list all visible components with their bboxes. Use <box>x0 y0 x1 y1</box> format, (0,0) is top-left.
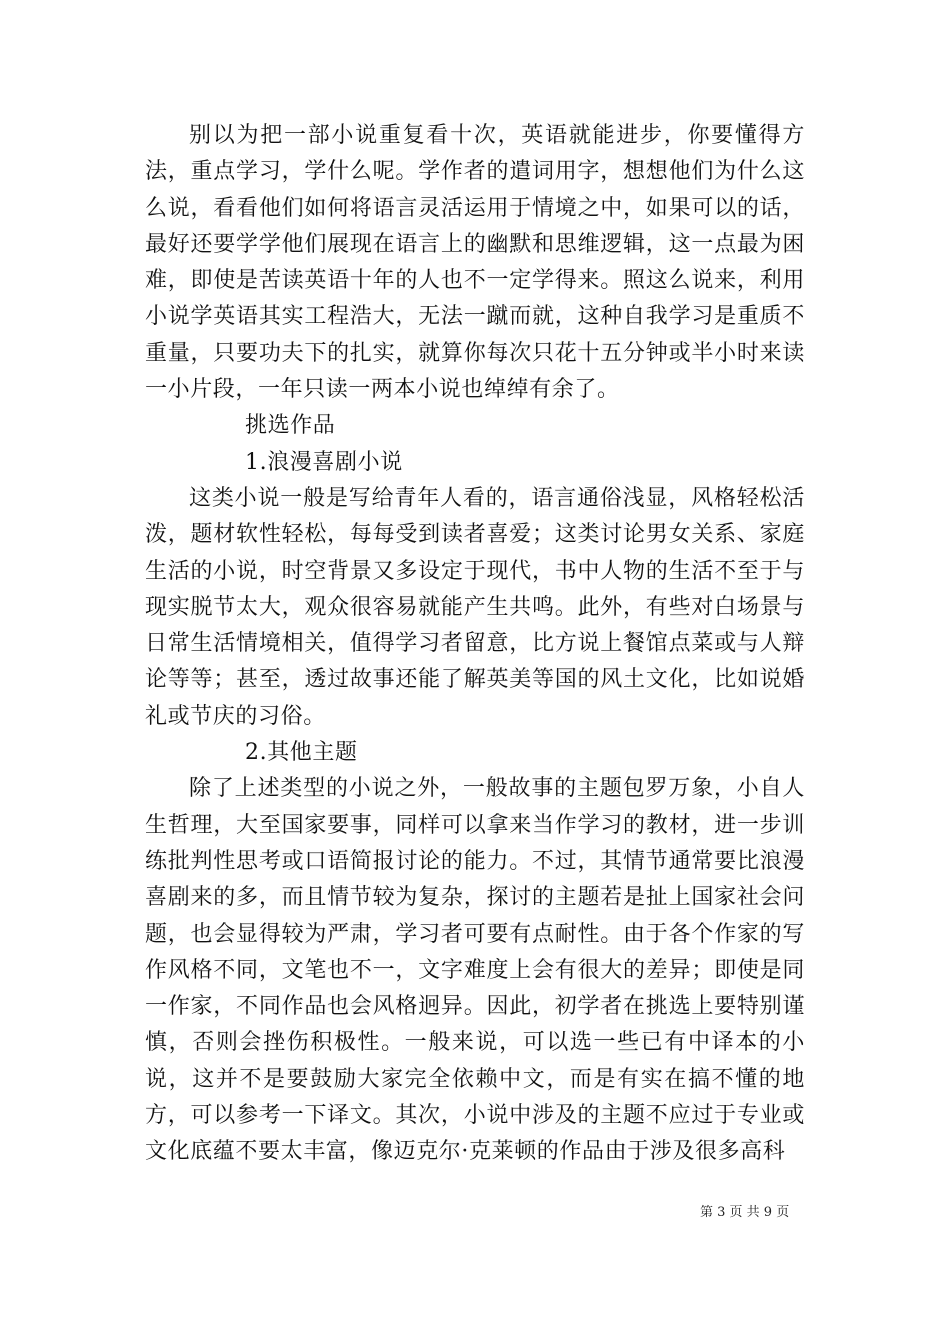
paragraph-intro: 别以为把一部小说重复看十次，英语就能进步，你要懂得方法，重点学习，学什么呢。学作者的遣词用字，想想他们为什么这么说，看看他们如何将语言灵活运用于情境之中，如果可以的话，最好还要学学他们展现在语言上的幽默和思维逻辑，这一点最为困难，即使是苦读英语十年的人也不一定学得来。照这么说来，利用小说学英语其实工程浩大，无法一蹴而就，这种自我学习是重质不重量，只要功夫下的扎实，就算你每次只花十五分钟或半小时来读一小片段，一年只读一两本小说也绰绰有余了。 <box>145 123 805 403</box>
document-body <box>145 118 805 1171</box>
subheading-other-topics: 2.其他主题 <box>245 740 358 766</box>
paragraph-other-topics: 除了上述类型的小说之外，一般故事的主题包罗万象，小自人生哲理，大至国家要事，同样可以拿来当作学习的教材，进一步训练批判性思考或口语简报讨论的能力。不过，其情节通常要比浪漫喜剧来的多，而且情节较为复杂，探讨的主题若是扯上国家社会问题，也会显得较为严肃，学习者可要有点耐性。由于各个作家的写作风格不同，文笔也不一，文字难度上会有很大的差异；即使是同一作家，不同作品也会风格迥异。因此，初学者在挑选上要特别谨慎，否则会挫伤积极性。一般来说，可以选一些已有中译本的小说，这并不是要鼓励大家完全依赖中文，而是有实在搞不懂的地方，可以参考一下译文。其次，小说中涉及的主题不应过于专业或文化底蕴不要太丰富，像迈克尔·克莱顿的作品由于涉及很多高科 <box>145 776 805 1165</box>
section-heading: 挑选作品 <box>245 413 336 439</box>
subheading-romantic-comedy: 1.浪漫喜剧小说 <box>245 449 403 475</box>
page-number: 第 3 页 共 9 页 <box>700 1205 790 1220</box>
paragraph-romantic-comedy: 这类小说一般是写给青年人看的，语言通俗浅显，风格轻松活泼，题材软性轻松，每每受到读者喜爱；这类讨论男女关系、家庭生活的小说，时空背景又多设定于现代，书中人物的生活不至于与现实脱节太大，观众很容易就能产生共鸣。此外，有些对白场景与日常生活情境相关，值得学习者留意，比方说上餐馆点菜或与人辩论等等；甚至，透过故事还能了解英美等国的风土文化，比如说婚礼或节庆的习俗。 <box>145 485 805 729</box>
